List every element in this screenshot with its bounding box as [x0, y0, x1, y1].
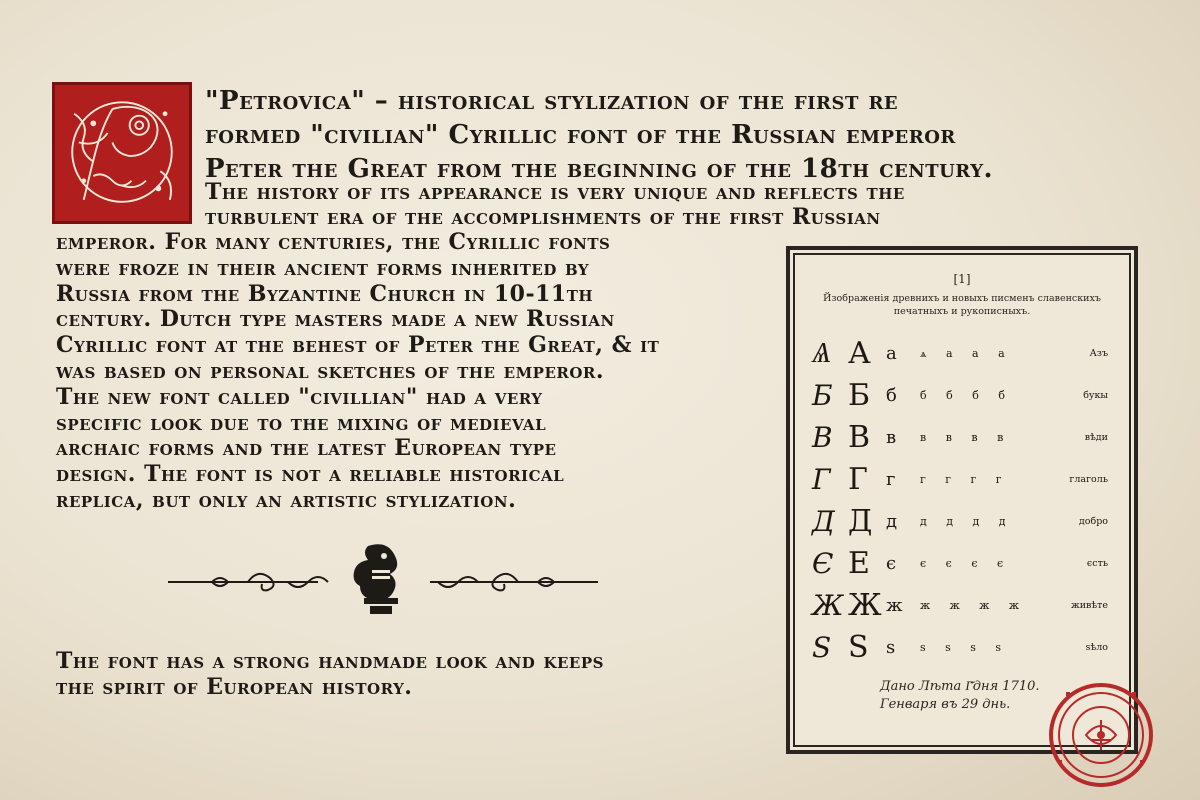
body-line: was based on personal sketches of the emperor. — [56, 357, 605, 384]
history-paragraph-bottom — [56, 230, 659, 514]
variant-glyphs: д д д д — [920, 514, 1014, 528]
capital-glyph: S — [848, 629, 869, 665]
variant-glyphs: в в в в — [920, 430, 1012, 444]
specimen-row — [812, 584, 1122, 626]
variant-glyphs: ѧ a a a — [920, 346, 1013, 360]
capital-glyph: Ж — [848, 587, 882, 623]
variant-glyphs: є є є є — [920, 556, 1012, 570]
ornate-initial-p-icon — [52, 82, 192, 224]
body-line: The history of its appearance is very unique and reflects the — [205, 179, 905, 205]
lowercase-glyph: д — [886, 510, 898, 532]
intro-paragraph — [205, 84, 993, 186]
variant-glyphs: ѕ s s s — [920, 640, 1010, 654]
letter-name: добро — [1078, 515, 1108, 527]
signature-line: Дано Лѣта Г҃дня 1710. — [880, 679, 1040, 694]
specimen-signature — [880, 678, 1040, 714]
closing-line: The font has a strong handmade look and keeps — [56, 648, 604, 674]
intro-line: Peter the Great from the beginning of the 18th century. — [205, 154, 994, 184]
old-glyph: Ж — [812, 588, 844, 622]
old-glyph: В — [812, 420, 833, 454]
capital-glyph: А — [848, 335, 871, 371]
body-line: specific look due to the mixing of medieval — [56, 409, 547, 436]
body-line: The new font called "civillian" had a very — [56, 383, 543, 410]
knight-helmet-ornament-icon — [168, 540, 598, 620]
specimen-title-line: Йзображенія древнихъ и новыхъ писменъ славенскихъ — [823, 293, 1101, 304]
old-glyph: Ѧ — [812, 336, 832, 369]
lowercase-glyph: б — [886, 384, 897, 406]
lowercase-glyph: s — [886, 636, 896, 658]
letter-name: глаголь — [1069, 473, 1108, 485]
old-glyph: Ѕ — [812, 630, 832, 664]
body-line: century. Dutch type masters made a new Russian — [56, 306, 615, 333]
body-line: Russia from the Byzantine Church in 10-11th — [56, 280, 594, 307]
specimen-row — [812, 626, 1122, 668]
specimen-title — [790, 292, 1134, 318]
capital-glyph: Е — [848, 545, 870, 581]
lowercase-glyph: є — [886, 552, 897, 574]
body-line: were froze in their ancient forms inherited by — [56, 254, 590, 281]
body-line: replica, but only an artistic stylization. — [56, 486, 517, 513]
lowercase-glyph: г — [886, 468, 896, 490]
specimen-number: [1] — [953, 272, 971, 286]
body-line: design. The font is not a reliable historical — [56, 461, 565, 488]
variant-glyphs: ж ж ж ж — [920, 598, 1027, 612]
letter-name: sѣло — [1085, 641, 1108, 653]
closing-paragraph — [56, 648, 604, 700]
closing-line: the spirit of European history. — [56, 674, 413, 700]
body-line: Cyrillic font at the behest of Peter the Great, & it — [56, 332, 660, 359]
letter-name: букы — [1083, 389, 1108, 401]
specimen-row — [812, 542, 1122, 584]
old-glyph: Б — [812, 378, 833, 412]
specimen-row — [812, 416, 1122, 458]
letter-name: живѣте — [1070, 599, 1108, 611]
specimen-row — [812, 458, 1122, 500]
capital-glyph: Д — [848, 503, 873, 539]
letter-name: єсть — [1086, 557, 1108, 569]
intro-line: "Petrovica" – historical stylization of the first re — [205, 86, 899, 116]
body-line: turbulent era of the accomplishments of the first Russian — [205, 204, 881, 230]
old-glyph: Є — [812, 546, 834, 580]
body-line: emperor. For many centuries, the Cyrillic fonts — [56, 229, 611, 255]
old-glyph: Д — [812, 504, 835, 538]
history-paragraph-top — [205, 180, 905, 230]
lowercase-glyph: а — [886, 342, 897, 364]
wax-seal-icon — [1046, 680, 1156, 790]
old-glyph: Г — [812, 462, 831, 496]
specimen-rows — [812, 332, 1122, 668]
signature-line: Генваря въ 29 днь. — [880, 697, 1011, 712]
specimen-row — [812, 500, 1122, 542]
cyrillic-specimen-sheet — [786, 246, 1138, 754]
lowercase-glyph: в — [886, 426, 897, 448]
capital-glyph: В — [848, 419, 871, 455]
letter-name: вѣди — [1084, 431, 1108, 443]
intro-line: formed "civilian" Cyrillic font of the Russian emperor — [205, 120, 956, 150]
specimen-row — [812, 332, 1122, 374]
variant-glyphs: б б б б — [920, 388, 1013, 402]
body-line: archaic forms and the latest European type — [56, 435, 557, 462]
specimen-row — [812, 374, 1122, 416]
capital-glyph: Б — [848, 377, 871, 413]
lowercase-glyph: ж — [886, 594, 903, 616]
specimen-title-line: печатныхъ и рукописныхъ. — [893, 306, 1031, 317]
letter-name: Азъ — [1089, 347, 1108, 359]
variant-glyphs: г г г г — [920, 472, 1010, 486]
capital-glyph: Г — [848, 461, 868, 497]
